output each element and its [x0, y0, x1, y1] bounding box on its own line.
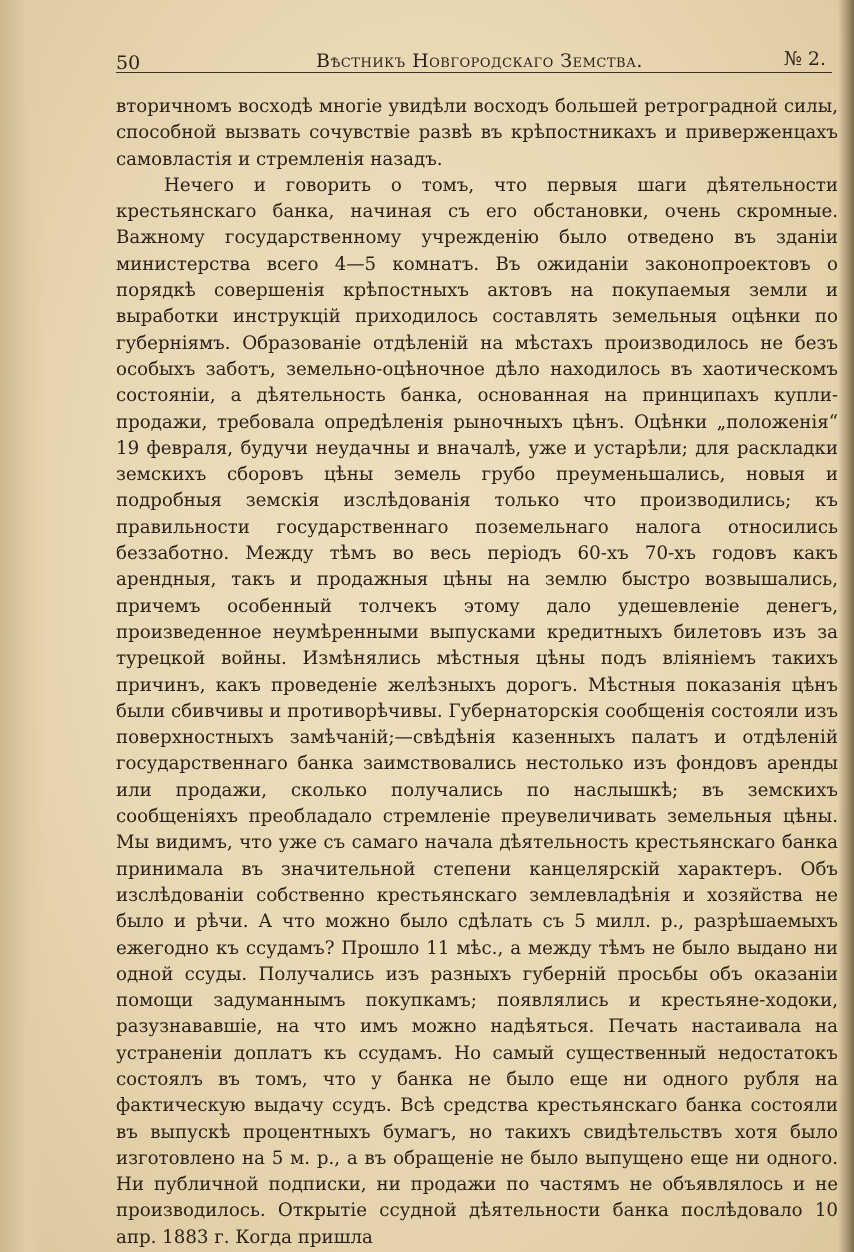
- article-body: [116, 94, 838, 1251]
- page-right-edge: [838, 0, 854, 1252]
- journal-title: Вѣстникъ Новгородскаго Земства.: [316, 50, 643, 72]
- issue-number: № 2.: [783, 48, 826, 70]
- running-header: [116, 46, 832, 76]
- page-left-shadow: [0, 0, 46, 1252]
- page-number: 50: [116, 52, 141, 74]
- paragraph-continuation: вторичномъ восходѣ многіе увидѣли восходъ большей ретроградной силы, способной вызвать сочувствіе развѣ въ крѣпостникахъ и приверженцахъ самовластія и стремленія назадъ.: [116, 96, 838, 170]
- paragraph-main: Нечего и говорить о томъ, что первыя шаги дѣятельности крестьянскаго банка, начиная съ его обстановки, очень скромные. Важному государственному учрежденію было отведено въ зданіи министерства всего 4—5 комнатъ. Въ ожиданіи законопроектовъ о порядкѣ совершенія крѣпостныхъ актовъ на покупаемыя земли и выработки инструкцій приходилось составлять земельныя оцѣнки по губерніямъ. Образованіе отдѣленій на мѣстахъ производилось не безъ особыхъ заботъ, земельно-оцѣночное дѣло находилось въ хаотическомъ состояніи, а дѣятельность банка, основанная на принципахъ купли-продажи, требовала опредѣленія рыночныхъ цѣнъ. Оцѣнки „положенія“ 19 февраля, будучи неудачны и вначалѣ, уже и устарѣли; для раскладки земскихъ сборовъ цѣны земель грубо преуменьшались, новыя и подробныя земскія изслѣдованія только что производились; къ правильности государственнаго поземельнаго налога относились беззаботно. Между тѣмъ во весь періодъ 60-хъ 70-хъ годовъ какъ арендныя, такъ и продажныя цѣны на землю быстро возвышались, причемъ особенный толчекъ этому дало удешевленіе денегъ, произведенное неумѣренными выпусками кредитныхъ билетовъ изъ за турецкой войны. Измѣнялись мѣстныя цѣны подъ вліяніемъ такихъ причинъ, какъ проведеніе желѣзныхъ дорогъ. Мѣстныя показанія цѣнъ были сбивчивы и противорѣчивы. Губернаторскія сообщенія состояли изъ поверхностныхъ замѣчаній;—свѣдѣнія казенныхъ палатъ и отдѣленій государственнаго банка заимствовались нестолько изъ фондовъ аренды или продажи, сколько получались по наслышкѣ; въ земскихъ сообщеніяхъ преобладало стремленіе преувеличивать земельныя цѣны. Мы видимъ, что уже съ самаго начала дѣятельность крестьянскаго банка принимала въ значительной степени канцелярскій характеръ. Объ изслѣдованіи собственно крестьянскаго землевладѣнія и хозяйства не было и рѣчи. А что можно было сдѣлать съ 5 милл. р., разрѣшаемыхъ ежегодно къ ссудамъ? Прошло 11 мѣс., а между тѣмъ не было выдано ни одной ссуды. Получались изъ разныхъ губерній просьбы объ оказаніи помощи задуманнымъ покупкамъ; появлялись и крестьяне-ходоки, разузнававшіе, на что имъ можно надѣяться. Печать настаивала на устраненіи доплатъ къ ссудамъ. Но самый существенный недостатокъ состоялъ въ томъ, что у банка не было еще ни одного рубля на фактическую выдачу ссудъ. Всѣ средства крестьянскаго банка состояли въ выпускѣ процентныхъ бумагъ, но такихъ свидѣтельствъ хотя было изготовлено на 5 м. р., а въ обращеніе не было выпущено еще ни одного. Ни публичной подписки, ни продажи по частямъ не объявлялось и не производилось. Открытіе ссудной дѣятельности банка послѣдовало 10 апр. 1883 г. Когда пришла: [116, 174, 838, 1248]
- header-rule: [116, 72, 832, 73]
